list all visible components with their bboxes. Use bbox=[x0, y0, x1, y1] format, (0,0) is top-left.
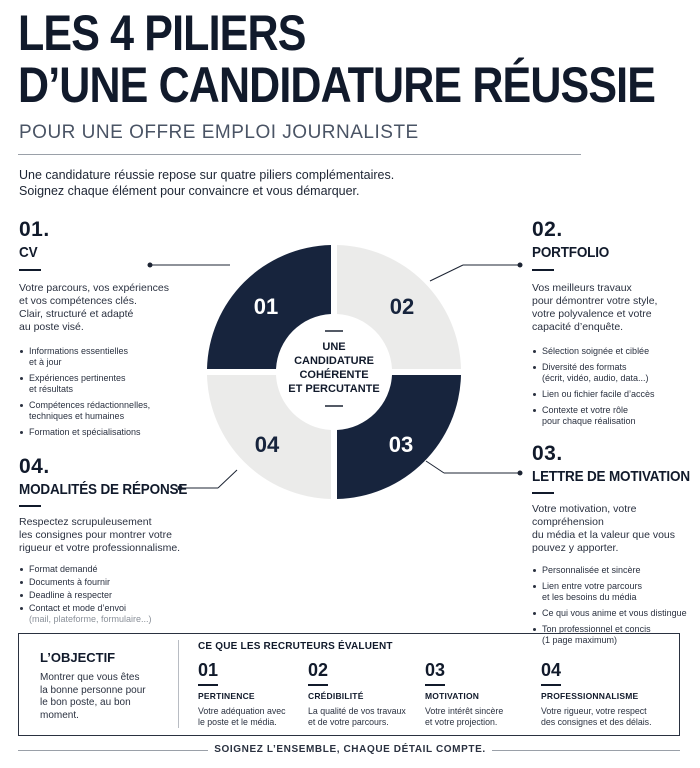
page-title-line1: LES 4 PILIERS bbox=[18, 5, 306, 61]
eval-text: Votre intérêt sincère et votre projection. bbox=[425, 705, 504, 727]
eval-underline bbox=[308, 684, 328, 686]
eval-number: 01 bbox=[198, 660, 219, 680]
eval-text: La qualité de vos travaux et de votre parcours. bbox=[308, 705, 406, 727]
list-item: Personnalisée et sincère bbox=[532, 565, 700, 576]
objectif-text: Montrer que vous êtes la bonne personne pour le bon poste, au bon moment. bbox=[40, 672, 146, 721]
pillar-underline bbox=[532, 492, 554, 494]
list-item: Deadline à respecter bbox=[19, 590, 206, 601]
eval-text: Votre rigueur, votre respect des consignes et des délais. bbox=[541, 705, 652, 727]
pillar-description: Votre parcours, vos expériences et vos compétences clés. Clair, structuré et adapté au poste visé. bbox=[19, 282, 169, 333]
list-item: Format demandé bbox=[19, 564, 206, 575]
eval-title: PROFESSIONNALISME bbox=[541, 690, 639, 701]
connector-dot-portfolio bbox=[518, 263, 523, 268]
pillar-description: Votre motivation, votre compréhension du média et la valeur que vous pouvez y apporter. bbox=[532, 503, 676, 554]
list-item: Diversité des formats (écrit, vidéo, audio, data...) bbox=[532, 362, 657, 384]
pillar-number: 03. bbox=[532, 442, 563, 465]
center-line3: COHÉRENTE bbox=[299, 369, 369, 381]
pillar-number: 02. bbox=[532, 218, 563, 241]
eval-title: MOTIVATION bbox=[425, 690, 480, 701]
eval-underline bbox=[198, 684, 218, 686]
quadrant-label-04: 04 bbox=[254, 432, 280, 457]
connector-modalites-diag bbox=[218, 470, 237, 488]
eval-underline bbox=[425, 684, 445, 686]
center-line2: CANDIDATURE bbox=[294, 355, 374, 367]
connector-lettre-diag bbox=[426, 461, 444, 473]
pillar-title: PORTFOLIO bbox=[532, 244, 610, 261]
eval-item-motivation bbox=[425, 660, 530, 728]
center-line4: ET PERCUTANTE bbox=[288, 383, 380, 395]
pillar-description: Respectez scrupuleusement les consignes pour montrer votre rigueur et votre professionnalisme. bbox=[19, 516, 181, 554]
page-subtitle: POUR UNE OFFRE EMPLOI JOURNALISTE bbox=[19, 122, 419, 143]
quadrant-label-02: 02 bbox=[389, 294, 415, 319]
center-line1: UNE bbox=[322, 341, 346, 353]
connector-portfolio-diag bbox=[430, 265, 463, 281]
list-item: Ton professionnel et concis (1 page maximum) bbox=[532, 624, 700, 646]
pillar-title: LETTRE DE MOTIVATION bbox=[532, 468, 690, 485]
pillar-bullets bbox=[19, 564, 206, 625]
eval-item-credibilite bbox=[308, 660, 418, 728]
pillar-portfolio bbox=[532, 218, 657, 432]
list-item: Compétences rédactionnelles, techniques et humaines bbox=[19, 400, 169, 422]
page-title-line2: D’UNE CANDIDATURE RÉUSSIE bbox=[18, 57, 656, 113]
list-item: Expériences pertinentes et résultats bbox=[19, 373, 169, 395]
pillar-number: 04. bbox=[19, 455, 50, 478]
eval-number: 03 bbox=[425, 660, 446, 680]
pillar-bullets bbox=[532, 346, 657, 427]
eval-item-pertinence bbox=[198, 660, 298, 728]
pillar-bullets bbox=[19, 346, 169, 438]
eval-item-professionnalisme bbox=[541, 660, 671, 728]
list-item: Lien ou fichier facile d’accès bbox=[532, 389, 657, 400]
list-item: Contact et mode d’envoi (mail, plateforme, formulaire...) bbox=[19, 603, 206, 625]
footer-tagline: SOIGNEZ L’ENSEMBLE, CHAQUE DÉTAIL COMPTE. bbox=[214, 744, 486, 755]
pillar-description: Vos meilleurs travaux pour démontrer votre style, votre polyvalence et votre capacité d’enquête. bbox=[532, 282, 658, 333]
pillar-modalites bbox=[19, 455, 206, 627]
list-item: Formation et spécialisations bbox=[19, 427, 169, 438]
eval-title: CRÉDIBILITÉ bbox=[308, 690, 364, 701]
pillar-underline bbox=[19, 269, 41, 271]
eval-text: Votre adéquation avec le poste et le média. bbox=[198, 705, 286, 727]
eval-number: 04 bbox=[541, 660, 562, 680]
summary-divider bbox=[178, 640, 179, 728]
eval-number: 02 bbox=[308, 660, 329, 680]
pillar-number: 01. bbox=[19, 218, 50, 241]
list-item: Sélection soignée et ciblée bbox=[532, 346, 657, 357]
connector-dot-lettre bbox=[518, 471, 523, 476]
quadrant-label-01: 01 bbox=[253, 294, 279, 319]
list-item: Documents à fournir bbox=[19, 577, 206, 588]
objectif-title: L’OBJECTIF bbox=[40, 650, 116, 665]
list-item: Informations essentielles et à jour bbox=[19, 346, 169, 368]
intro-text: Une candidature réussie repose sur quatre piliers complémentaires. Soignez chaque élément pour convaincre et vous démarquer. bbox=[19, 168, 395, 198]
pillar-lettre bbox=[532, 442, 700, 651]
quadrant-label-03: 03 bbox=[388, 432, 414, 457]
list-item: Contexte et votre rôle pour chaque réalisation bbox=[532, 405, 657, 427]
pillar-cv bbox=[19, 218, 169, 443]
pillar-title: CV bbox=[19, 244, 38, 261]
eval-underline bbox=[541, 684, 561, 686]
pillar-title: MODALITÉS DE RÉPONSE bbox=[19, 481, 188, 498]
pillar-underline bbox=[532, 269, 554, 271]
evaluation-title: CE QUE LES RECRUTEURS ÉVALUENT bbox=[198, 641, 393, 652]
eval-title: PERTINENCE bbox=[198, 690, 255, 701]
pillar-underline bbox=[19, 505, 41, 507]
list-item: Lien entre votre parcours et les besoins du média bbox=[532, 581, 700, 603]
list-item: Ce qui vous anime et vous distingue bbox=[532, 608, 700, 619]
